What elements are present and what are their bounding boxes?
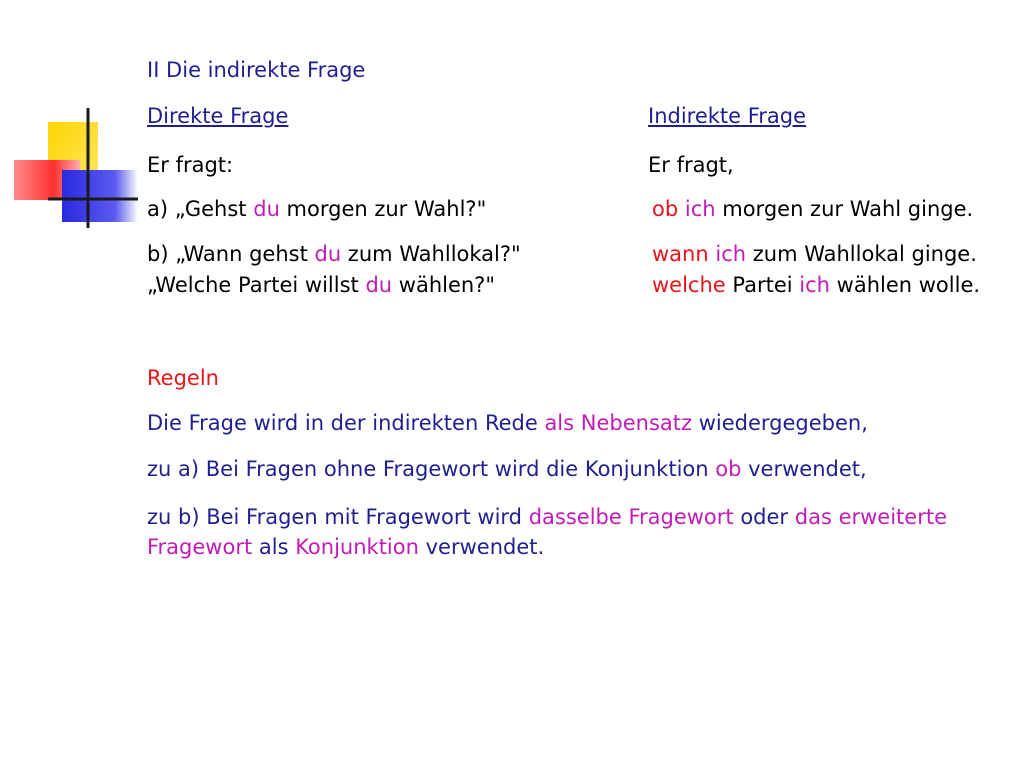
intro-indirect: Er fragt, [648,153,734,177]
rule-1: Die Frage wird in der indirekten Rede als Nebensatz wiedergegeben, [147,411,868,435]
decorative-squares-graphic [0,0,140,240]
example-b2-direct: „Welche Partei willst du wählen?" [147,273,495,297]
example-a-indirect: ob ich morgen zur Wahl ginge. [652,197,974,221]
example-b1-indirect: wann ich zum Wahllokal ginge. [652,242,977,266]
rule-3-line-2: Fragewort als Konjunktion verwendet. [147,535,545,559]
indirect-question-header: Indirekte Frage [648,104,807,128]
example-a-direct: a) „Gehst du morgen zur Wahl?" [147,197,487,221]
intro-direct: Er fragt: [147,153,234,177]
rules-heading: Regeln [147,366,219,390]
section-title: II Die indirekte Frage [147,58,366,82]
rule-2: zu a) Bei Fragen ohne Fragewort wird die Konjunktion ob verwendet, [147,457,867,481]
example-b1-direct: b) „Wann gehst du zum Wahllokal?" [147,242,521,266]
rule-3-line-1: zu b) Bei Fragen mit Fragewort wird dasselbe Fragewort oder das erweiterte [147,505,947,529]
direct-question-header: Direkte Frage [147,104,289,128]
blue-square [62,170,138,222]
example-b2-indirect: welche Partei ich wählen wolle. [652,273,981,297]
